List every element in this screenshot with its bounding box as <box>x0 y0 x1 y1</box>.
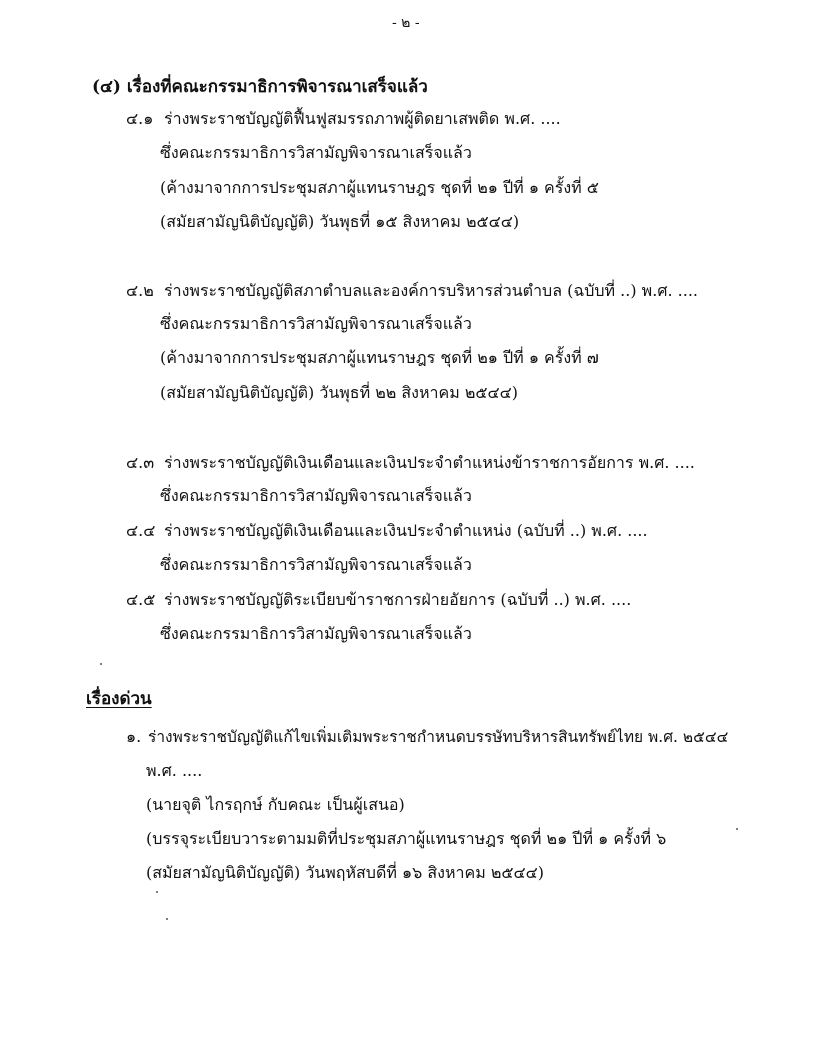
item-line: ซึ่งคณะกรรมาธิการวิสามัญพิจารณาเสร็จแล้ว <box>160 555 472 574</box>
item-line: (บรรจุระเบียบวาระตามมติที่ประชุมสภาผู้แทนราษฎร ชุดที่ ๒๑ ปีที่ ๑ ครั้งที่ ๖ <box>146 829 667 848</box>
item-number: ๔.๕ <box>126 590 156 609</box>
scan-speck <box>166 918 168 920</box>
item-line: (สมัยสามัญนิติบัญญัติ) วันพุธที่ ๑๕ สิงหาคม ๒๕๔๔) <box>160 212 520 231</box>
item-title: ร่างพระราชบัญญัติเงินเดือนและเงินประจำตำแหน่ง (ฉบับที่ ..) พ.ศ. .... <box>164 521 648 540</box>
item-line: (นายจุติ ไกรฤกษ์ กับคณะ เป็นผู้เสนอ) <box>146 795 405 814</box>
section-heading: (๔) เรื่องที่คณะกรรมาธิการพิจารณาเสร็จแล้ว <box>92 77 428 97</box>
item-number: ๔.๓ <box>126 453 155 472</box>
item-line: ซึ่งคณะกรรมาธิการวิสามัญพิจารณาเสร็จแล้ว <box>160 486 472 505</box>
item-line: (ค้างมาจากการประชุมสภาผู้แทนราษฎร ชุดที่ ๒๑ ปีที่ ๑ ครั้งที่ ๕ <box>160 178 599 197</box>
item-title: ร่างพระราชบัญญัติแก้ไขเพิ่มเติมพระราชกำหนดบรรษัทบริหารสินทรัพย์ไทย พ.ศ. ๒๕๔๔ <box>148 728 729 746</box>
item-title: ร่างพระราชบัญญัติสภาตำบลและองค์การบริหารส่วนตำบล (ฉบับที่ ..) พ.ศ. .... <box>164 281 698 300</box>
page-number: - ๒ - <box>392 15 420 31</box>
item-title: ร่างพระราชบัญญัติฟื้นฟูสมรรถภาพผู้ติดยาเสพติด พ.ศ. .... <box>164 109 561 128</box>
scan-speck <box>156 891 158 893</box>
item-line: ซึ่งคณะกรรมาธิการวิสามัญพิจารณาเสร็จแล้ว <box>160 624 472 643</box>
item-line: (สมัยสามัญนิติบัญญัติ) วันพฤหัสบดีที่ ๑๖ สิงหาคม ๒๕๔๔) <box>146 863 544 882</box>
item-title: ร่างพระราชบัญญัติเงินเดือนและเงินประจำตำแหน่งข้าราชการอัยการ พ.ศ. .... <box>164 453 695 472</box>
item-number: ๔.๑ <box>126 109 154 128</box>
scan-speck <box>100 663 102 665</box>
item-line: ซึ่งคณะกรรมาธิการวิสามัญพิจารณาเสร็จแล้ว <box>160 314 472 333</box>
item-line: (ค้างมาจากการประชุมสภาผู้แทนราษฎร ชุดที่ ๒๑ ปีที่ ๑ ครั้งที่ ๗ <box>160 348 599 367</box>
item-number: ๔.๒ <box>126 281 154 300</box>
item-number: ๔.๔ <box>126 521 156 540</box>
item-line: ซึ่งคณะกรรมาธิการวิสามัญพิจารณาเสร็จแล้ว <box>160 143 472 162</box>
item-title: ร่างพระราชบัญญัติระเบียบข้าราชการฝ่ายอัยการ (ฉบับที่ ..) พ.ศ. .... <box>164 590 632 609</box>
item-line: (สมัยสามัญนิติบัญญัติ) วันพุธที่ ๒๒ สิงหาคม ๒๕๔๔) <box>160 383 518 402</box>
urgent-heading: เรื่องด่วน <box>86 689 152 709</box>
scan-speck <box>736 828 738 830</box>
item-number: ๑. <box>126 727 142 746</box>
item-line: พ.ศ. .... <box>146 761 203 780</box>
